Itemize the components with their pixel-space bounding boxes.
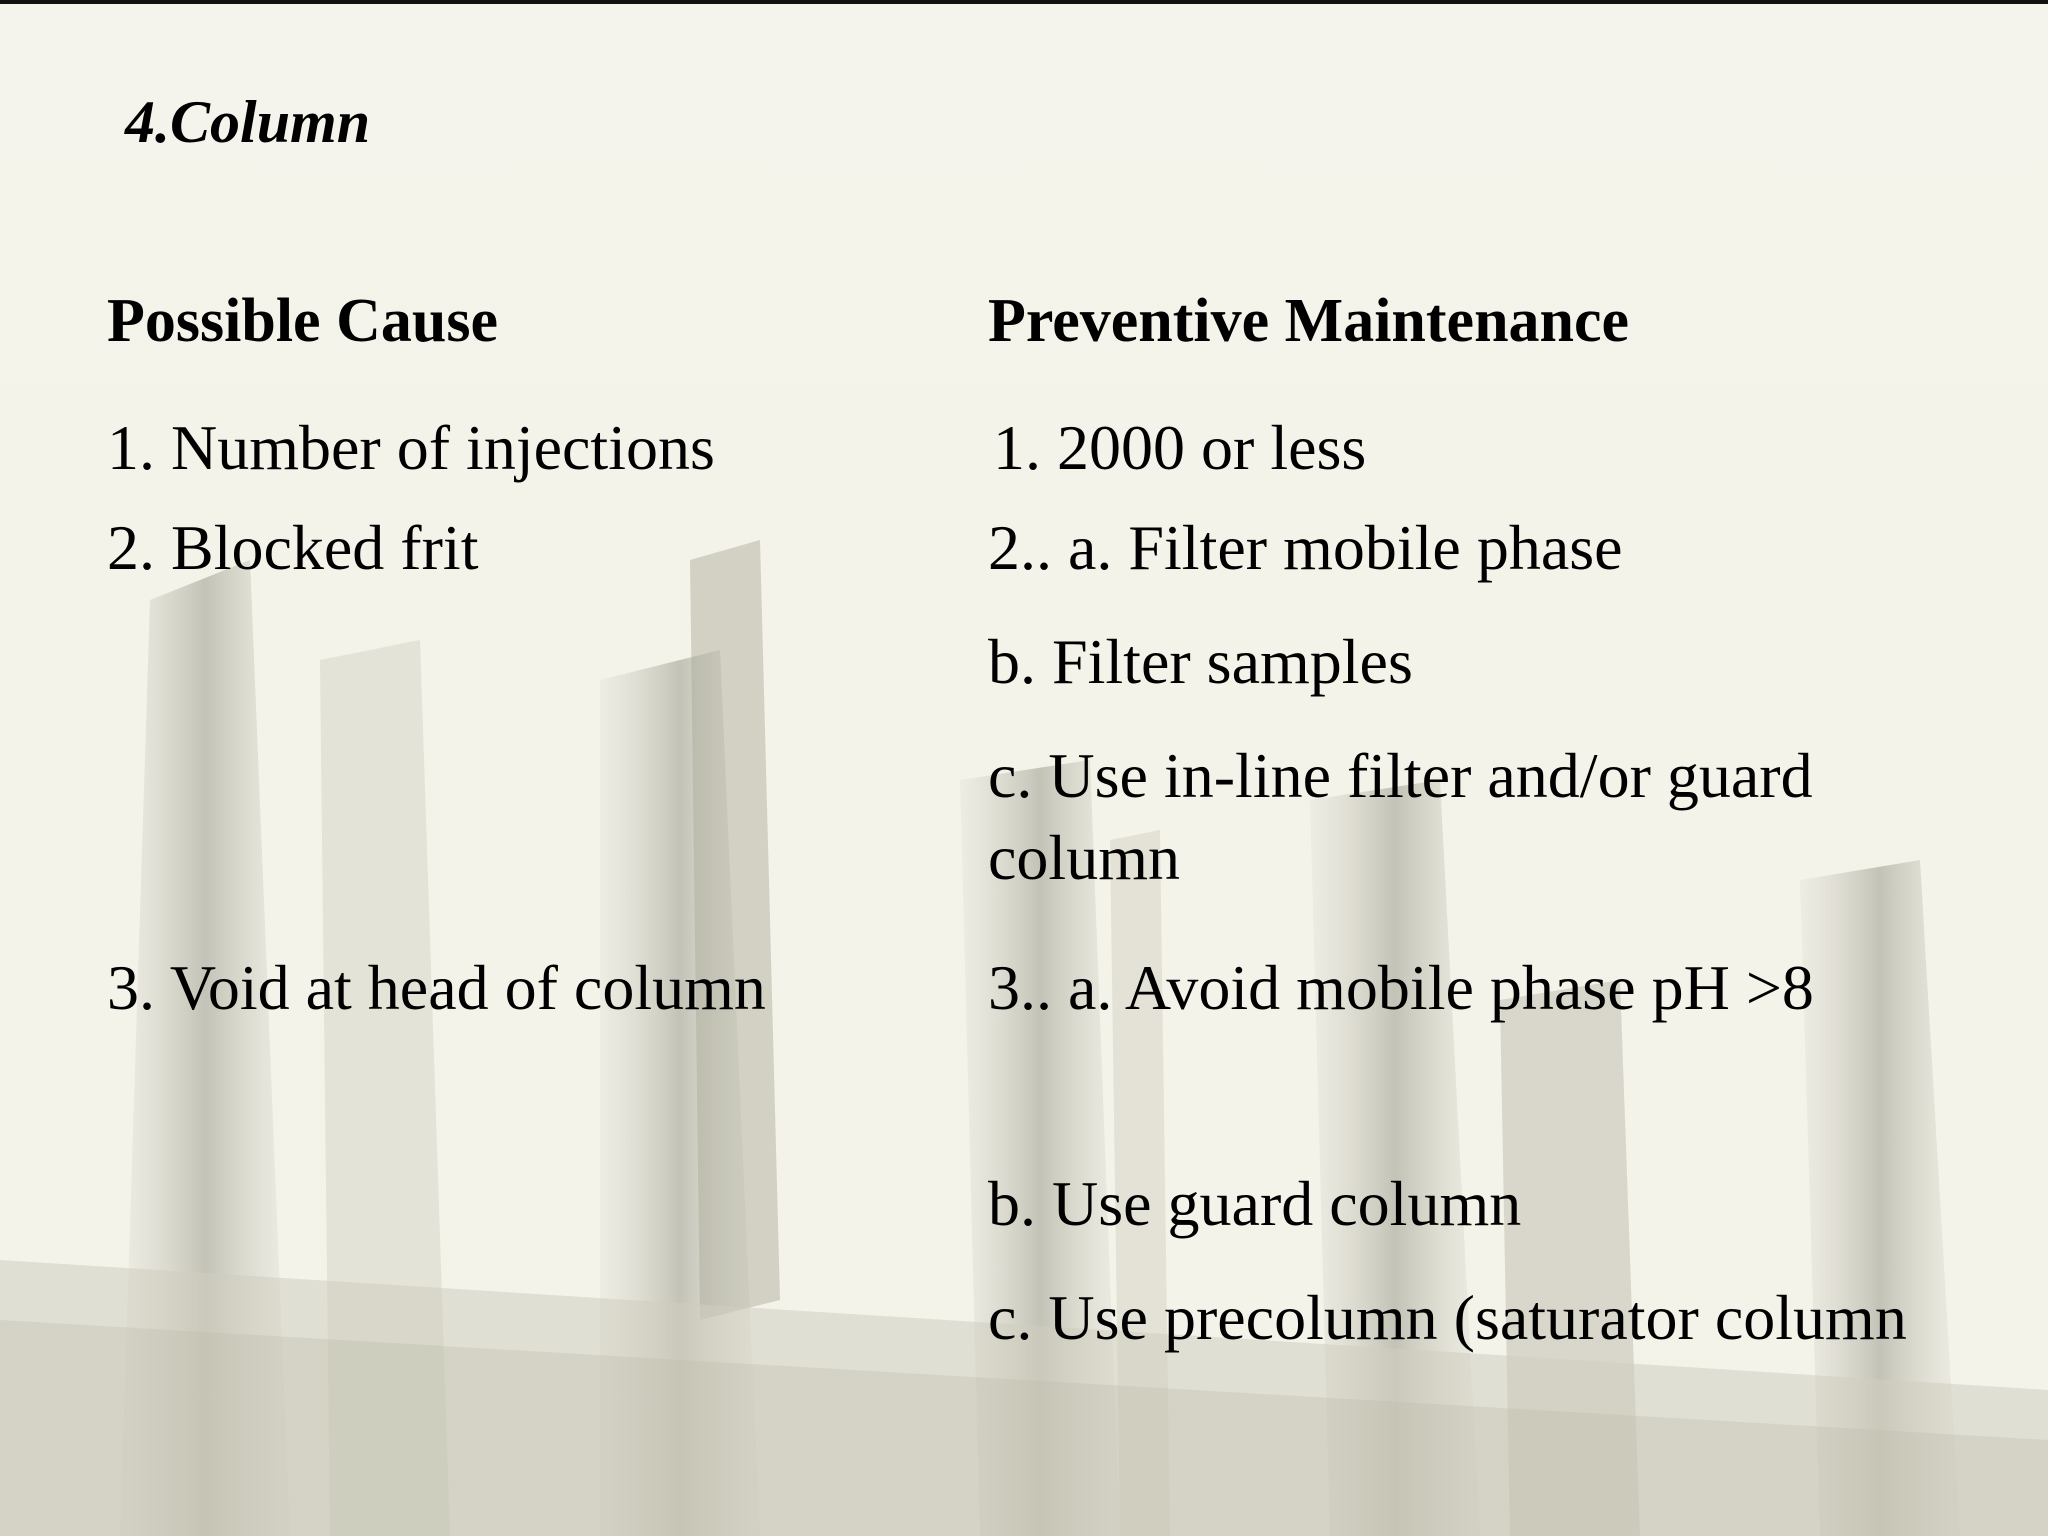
cause-item-3: 3. Void at head of column [107, 952, 766, 1023]
top-rule [0, 0, 2048, 4]
slide-title: 4.Column [125, 89, 371, 155]
maintenance-item-2b: b. Filter samples [988, 626, 1413, 697]
maintenance-item-3c: c. Use precolumn (saturator column [988, 1282, 1907, 1353]
maintenance-item-3a: 3.. a. Avoid mobile phase pH >8 [988, 952, 1814, 1023]
header-possible-cause: Possible Cause [107, 287, 498, 355]
maintenance-item-2a: 2.. a. Filter mobile phase [988, 512, 1623, 583]
cause-item-1: 1. Number of injections [107, 412, 715, 483]
maintenance-item-1: 1. 2000 or less [993, 412, 1367, 483]
maintenance-item-3b: b. Use guard column [988, 1168, 1522, 1239]
maintenance-item-2c-cont: column [988, 822, 1180, 893]
maintenance-item-2c: c. Use in-line filter and/or guard [988, 740, 1813, 811]
header-preventive-maintenance: Preventive Maintenance [988, 287, 1630, 355]
cause-item-2: 2. Blocked frit [107, 512, 479, 583]
